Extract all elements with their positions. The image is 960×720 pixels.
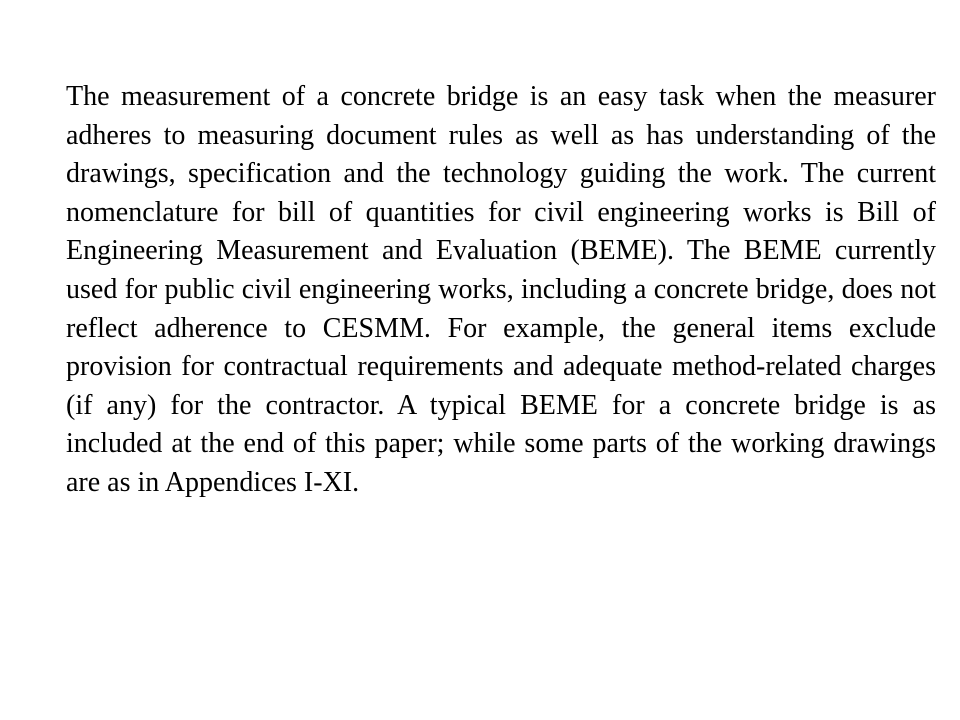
body-paragraph: The measurement of a concrete bridge is an easy task when the measurer adheres to measuring document rules as well as has understanding of the drawings, specification and the technology guiding the work. The current nomenclature for bill of quantities for civil engineering works is Bill of Engineering Measurement and Evaluation (BEME). The BEME currently used for public civil engineering works, including a concrete bridge, does not reflect adherence to CESMM. For example, the general items exclude provision for contractual requirements and adequate method-related charges (if any) for the contractor. A typical BEME for a concrete bridge is as included at the end of this paper; while some parts of the working drawings are as in Appendices I-XI. bbox=[66, 81, 936, 498]
